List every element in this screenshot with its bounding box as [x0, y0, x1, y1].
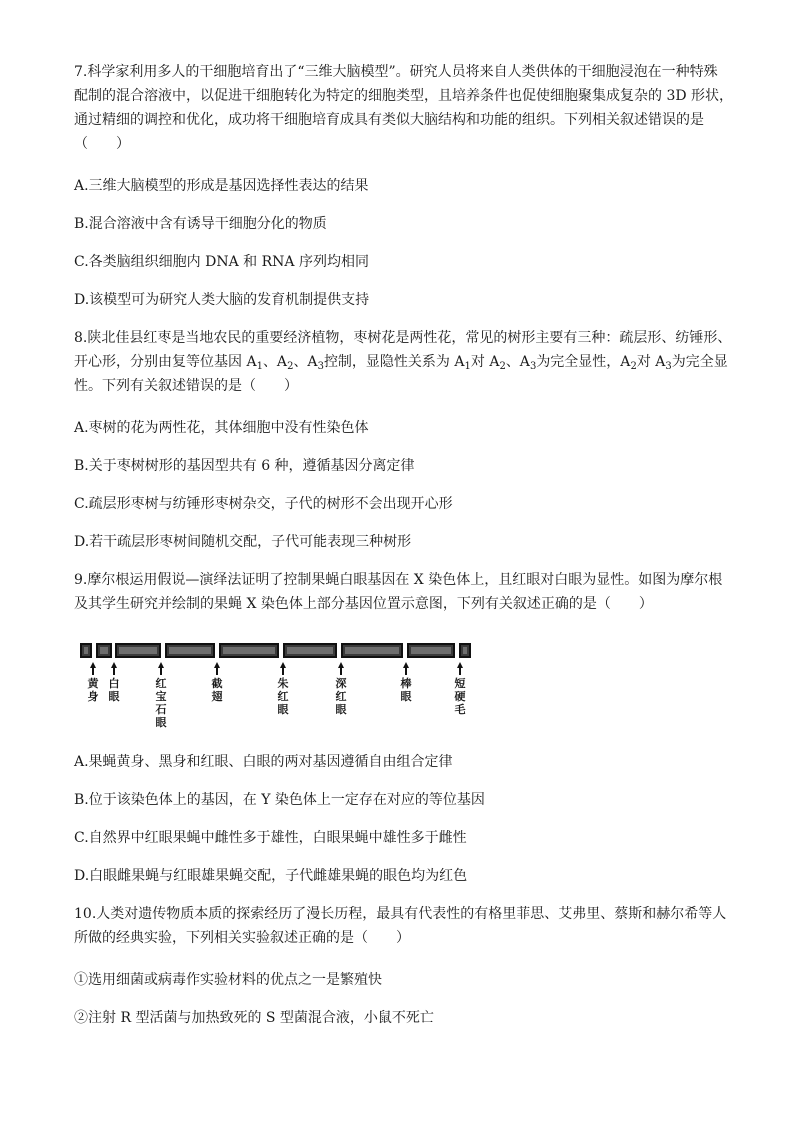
q8-text: 、A — [505, 354, 530, 370]
chromosome-segment — [341, 643, 403, 658]
q7-option-c: C.各类脑组织细胞内 DNA 和 RNA 序列均相同 — [74, 254, 369, 270]
gene-label: 短硬毛 — [454, 677, 466, 716]
q8-option-c: C.疏层形枣树与纺锤形枣树杂交，子代的树形不会出现开心形 — [74, 496, 453, 512]
q8-stem-line: 8.陕北佳县红枣是当地农民的重要经济植物，枣树花是两性花，常见的树形主要有三种：疏层形、纺锤形、 — [74, 330, 732, 346]
q10-item-1: ①选用细菌或病毒作实验材料的优点之一是繁殖快 — [74, 972, 382, 988]
gene-label: 棒眼 — [400, 677, 412, 703]
q8-subscript: 3 — [529, 361, 537, 372]
gene-label: 截翅 — [211, 677, 223, 703]
question-7-stem — [74, 60, 734, 156]
q7-stem-line: 通过精细的调控和优化，成功将干细胞培育成具有类似大脑结构和功能的组织。下列相关叙述错误的是 — [74, 112, 704, 128]
question-8-stem — [74, 326, 732, 398]
q8-subscript: 2 — [630, 361, 637, 372]
q8-option-b: B.关于枣树树形的基因型共有 6 种，遵循基因分离定律 — [74, 458, 415, 474]
q9-stem-line: 9.摩尔根运用假说—演绎法证明了控制果蝇白眼基因在 X 染色体上，且红眼对白眼为显性。如图为摩尔根 — [74, 572, 723, 588]
q8-subscript: 3 — [317, 361, 324, 372]
chromosome-segment — [407, 643, 455, 658]
gene-label: 深红眼 — [335, 677, 347, 716]
q8-text: 对 A — [470, 354, 500, 370]
chromosome-segment — [165, 643, 215, 658]
chromosome-segment — [219, 643, 279, 658]
chromosome-segment — [80, 643, 92, 658]
q8-stem-line: 性。下列有关叙述错误的是（ ） — [74, 378, 298, 394]
q7-stem-line: 7.科学家利用多人的干细胞培育出了“三维大脑模型”。研究人员将来自人类供体的干细胞浸泡在一种特殊 — [74, 64, 718, 80]
q10-item-2: ②注射 R 型活菌与加热致死的 S 型菌混合液，小鼠不死亡 — [74, 1010, 434, 1026]
question-9-stem — [74, 568, 726, 616]
q8-option-d: D.若干疏层形枣树间随机交配，子代可能表现三种树形 — [74, 534, 412, 550]
q7-option-b: B.混合溶液中含有诱导干细胞分化的物质 — [74, 216, 327, 232]
q7-stem-line: （ ） — [74, 136, 130, 152]
q7-option-a: A.三维大脑模型的形成是基因选择性表达的结果 — [74, 178, 369, 194]
q8-subscript: 2 — [287, 361, 294, 372]
q10-stem-line: 10.人类对遗传物质本质的探索经历了漫长历程，最具有代表性的有格里菲思、艾弗里、蔡斯和赫尔希等人 — [74, 906, 727, 922]
gene-label: 白眼 — [108, 677, 120, 703]
q9-option-a: A.果蝇黄身、黑身和红眼、白眼的两对基因遵循自由组合定律 — [74, 754, 453, 770]
q9-option-d: D.白眼雌果蝇与红眼雄果蝇交配，子代雌雄果蝇的眼色均为红色 — [74, 868, 468, 884]
q8-text: 为完全显性，A — [536, 354, 631, 370]
q8-text: 对 A — [636, 354, 666, 370]
q9-option-b: B.位于该染色体上的基因，在 Y 染色体上一定存在对应的等位基因 — [74, 792, 485, 808]
q8-text: 、A — [293, 354, 318, 370]
q7-stem-line: 配制的混合溶液中，以促进干细胞转化为特定的细胞类型，且培养条件也促使细胞聚集成复杂的 3D 形状， — [74, 88, 734, 104]
q8-subscript: 1 — [256, 361, 263, 372]
q8-subscript: 1 — [464, 361, 471, 372]
question-10-stem — [74, 902, 726, 950]
q8-subscript: 2 — [499, 361, 506, 372]
q8-text: 开心形，分别由复等位基因 A — [74, 354, 257, 370]
q8-subscript: 3 — [665, 361, 672, 372]
chromosome-segment — [459, 643, 471, 658]
q8-text: 控制，显隐性关系为 A — [323, 354, 465, 370]
q9-stem-line: 及其学生研究并绘制的果蝇 X 染色体上部分基因位置示意图，下列有关叙述正确的是（ ） — [74, 596, 653, 612]
q8-text: 、A — [262, 354, 288, 370]
chromosome-segment — [96, 643, 112, 658]
x-chromosome-gene-map — [76, 640, 476, 729]
q7-option-d: D.该模型可为研究人类大脑的发育机制提供支持 — [74, 292, 370, 308]
q8-stem-line — [74, 350, 726, 374]
gene-label: 红宝石眼 — [155, 677, 167, 729]
q8-text: 为完全显 — [671, 354, 728, 370]
q8-option-a: A.枣树的花为两性花，其体细胞中没有性染色体 — [74, 420, 369, 436]
q9-option-c: C.自然界中红眼果蝇中雌性多于雄性，白眼果蝇中雄性多于雌性 — [74, 830, 467, 846]
q10-stem-line: 所做的经典实验，下列相关实验叙述正确的是（ ） — [74, 930, 410, 946]
gene-label: 朱红眼 — [277, 677, 289, 716]
chromosome-segment — [283, 643, 337, 658]
chromosome-segment — [115, 643, 161, 658]
gene-label: 黄身 — [87, 677, 99, 703]
